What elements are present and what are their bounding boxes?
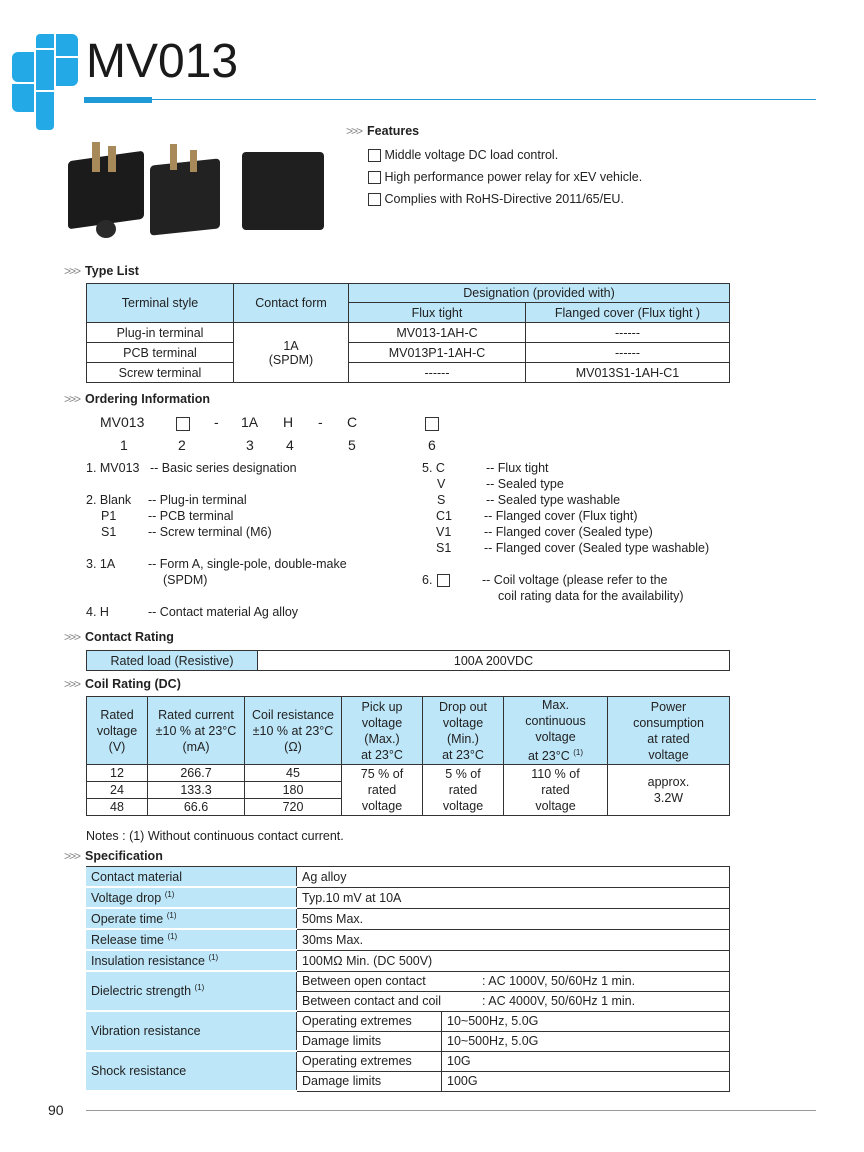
title-accent-bar [84,97,152,103]
order-desc: -- Contact material Ag alloy [148,605,299,619]
spec-value: 50ms Max. [297,908,730,929]
title-underline [84,99,816,100]
spec-label: Vibration resistance [86,1011,297,1051]
order-desc: -- Screw terminal (M6) [148,525,272,539]
features-heading: >>> Features [346,124,420,138]
order-desc: coil rating data for the availability) [498,589,684,603]
rated-load-value: 100A 200VDC [258,651,730,671]
spec-label: Contact material [86,867,297,888]
order-key: S1 [436,541,452,555]
col-contact: Contact form [234,284,349,323]
col-designation: Designation (provided with) [349,284,730,303]
order-num: 5 [348,437,356,453]
col-dropout: Drop out voltage (Min.) at 23°C [423,697,504,765]
cell: PCB terminal [87,343,234,363]
feature-item: Complies with RoHS-Directive 2011/65/EU. [368,191,624,207]
cell: MV013P1-1AH-C [349,343,526,363]
spec-label: Dielectric strength $^{(1)}$ [86,971,297,1011]
order-num: 1 [120,437,128,453]
cell: 266.7 [148,765,245,782]
order-key: 1. MV013 [86,461,140,475]
col-rated-voltage: Rated voltage (V) [87,697,148,765]
rated-load-label: Rated load (Resistive) [87,651,258,671]
placeholder-box-icon [437,573,450,587]
cell-max-continuous: 110 % of rated voltage [504,765,608,816]
spec-label: Insulation resistance $^{(1)}$ [86,950,297,971]
contact-rating-heading: >>> Contact Rating [64,630,174,644]
table-row [86,887,730,908]
table-row [87,323,730,343]
specification-heading: >>> Specification [64,849,163,863]
spec-label: Operate time $^{(1)}$ [86,908,297,929]
col-rated-current: Rated current ±10 % at 23°C (mA) [148,697,245,765]
spec-value: Between open contact : AC 1000V, 50/60Hz 1 min. [297,971,730,991]
spec-value: 100G [442,1071,730,1091]
col-pickup: Pick up voltage (Max.) at 23°C [342,697,423,765]
specification-table [86,866,730,1092]
spec-value: Between contact and coil : AC 4000V, 50/60Hz 1 min. [297,991,730,1011]
order-code-part: 1A [241,414,259,430]
relay-screw-image [242,152,324,230]
order-desc: (SPDM) [163,573,208,587]
spec-value: 10~500Hz, 5.0G [442,1011,730,1031]
cell: ------ [349,363,526,383]
spec-subkey: Damage limits [297,1031,442,1051]
order-desc: -- Flanged cover (Flux tight) [484,509,638,523]
contact-rating-table [86,650,730,671]
spec-label: Release time $^{(1)}$ [86,929,297,950]
relay-plug-in-image [68,151,144,230]
product-photo [66,138,332,248]
order-desc: -- Sealed type [486,477,564,491]
table-row [86,950,730,971]
table-row [86,867,730,888]
table-row [87,363,730,383]
spec-subkey: Operating extremes [297,1011,442,1031]
page-number: 90 [48,1102,64,1118]
spec-subkey: Operating extremes [297,1051,442,1071]
cell: ------ [526,323,730,343]
cell: MV013-1AH-C [349,323,526,343]
order-desc: -- Coil voltage (please refer to the [482,573,668,587]
order-code-part: - [214,414,219,430]
order-desc: -- Flux tight [486,461,549,475]
ordering-heading: >>> Ordering Information [64,392,211,406]
cell: 133.3 [148,782,245,799]
order-num: 6 [428,437,436,453]
spec-value: 10~500Hz, 5.0G [442,1031,730,1051]
spec-value: 30ms Max. [297,929,730,950]
cell: 45 [245,765,342,782]
cell: 48 [87,799,148,816]
table-row [86,1051,730,1071]
col-max-continuous: Max. continuous voltage at 23°C $^{(1)}$ [504,697,608,765]
order-desc: -- Flanged cover (Sealed type washable) [484,541,710,555]
table-row [87,343,730,363]
spec-value: 10G [442,1051,730,1071]
order-desc: -- Flanged cover (Sealed type) [484,525,653,539]
cell: Plug-in terminal [87,323,234,343]
cell-pickup: 75 % of rated voltage [342,765,423,816]
order-desc: -- Sealed type washable [486,493,621,507]
col-coil-resistance: Coil resistance ±10 % at 23°C (Ω) [245,697,342,765]
cell-contact-form: 1A (SPDM) [234,323,349,383]
spec-value: Typ.10 mV at 10A [297,887,730,908]
order-key: S [437,493,446,507]
col-flanged: Flanged cover (Flux tight ) [526,303,730,323]
order-key: P1 [101,509,117,523]
cell: MV013S1-1AH-C1 [526,363,730,383]
relay-pcb-image [150,158,220,235]
order-desc: -- Form A, single-pole, double-make [148,557,347,571]
coil-rating-table [86,696,730,816]
coil-rating-heading: >>> Coil Rating (DC) [64,677,181,691]
col-flux: Flux tight [349,303,526,323]
type-list-table [86,283,730,383]
coil-note: Notes : (1) Without continuous contact current. [86,829,344,843]
order-key: 6. [422,573,433,587]
order-code-part: - [318,414,323,430]
order-key: 5. C [422,461,445,475]
order-desc: -- Plug-in terminal [148,493,247,507]
page-title: MV013 [86,35,239,88]
spec-label: Voltage drop $^{(1)}$ [86,887,297,908]
table-row [87,765,730,782]
table-row [86,908,730,929]
order-code-part: C [347,414,358,430]
footer-divider [86,1110,816,1111]
cell-dropout: 5 % of rated voltage [423,765,504,816]
order-num: 3 [246,437,254,453]
cell: 720 [245,799,342,816]
order-key: 2. Blank [86,493,132,507]
feature-item: High performance power relay for xEV vehicle. [368,169,642,185]
cell: 180 [245,782,342,799]
table-row [86,971,730,991]
feature-item: Middle voltage DC load control. [368,147,558,163]
order-key: C1 [436,509,452,523]
order-key: 4. H [86,605,109,619]
placeholder-box-icon [176,416,190,431]
spec-subkey: Damage limits [297,1071,442,1091]
brand-logo-icon [12,34,78,130]
order-num: 4 [286,437,294,453]
col-terminal: Terminal style [87,284,234,323]
order-key: 3. 1A [86,557,116,571]
order-code-part: H [283,414,294,430]
spec-value: Ag alloy [297,867,730,888]
placeholder-box-icon [425,416,439,431]
order-desc: -- PCB terminal [148,509,234,523]
table-row [86,929,730,950]
spec-label: Shock resistance [86,1051,297,1091]
cell-power: approx. 3.2W [608,765,730,816]
col-power: Power consumption at rated voltage [608,697,730,765]
cell: 66.6 [148,799,245,816]
order-key: V1 [436,525,452,539]
cell: ------ [526,343,730,363]
cell: 24 [87,782,148,799]
order-num: 2 [178,437,186,453]
cell: 12 [87,765,148,782]
cell: Screw terminal [87,363,234,383]
order-key: S1 [101,525,117,539]
order-desc: -- Basic series designation [150,461,297,475]
spec-value: 100MΩ Min. (DC 500V) [297,950,730,971]
type-list-heading: >>> Type List [64,264,139,278]
table-row [86,1011,730,1031]
order-key: V [437,477,446,491]
order-code-part: MV013 [100,414,145,430]
